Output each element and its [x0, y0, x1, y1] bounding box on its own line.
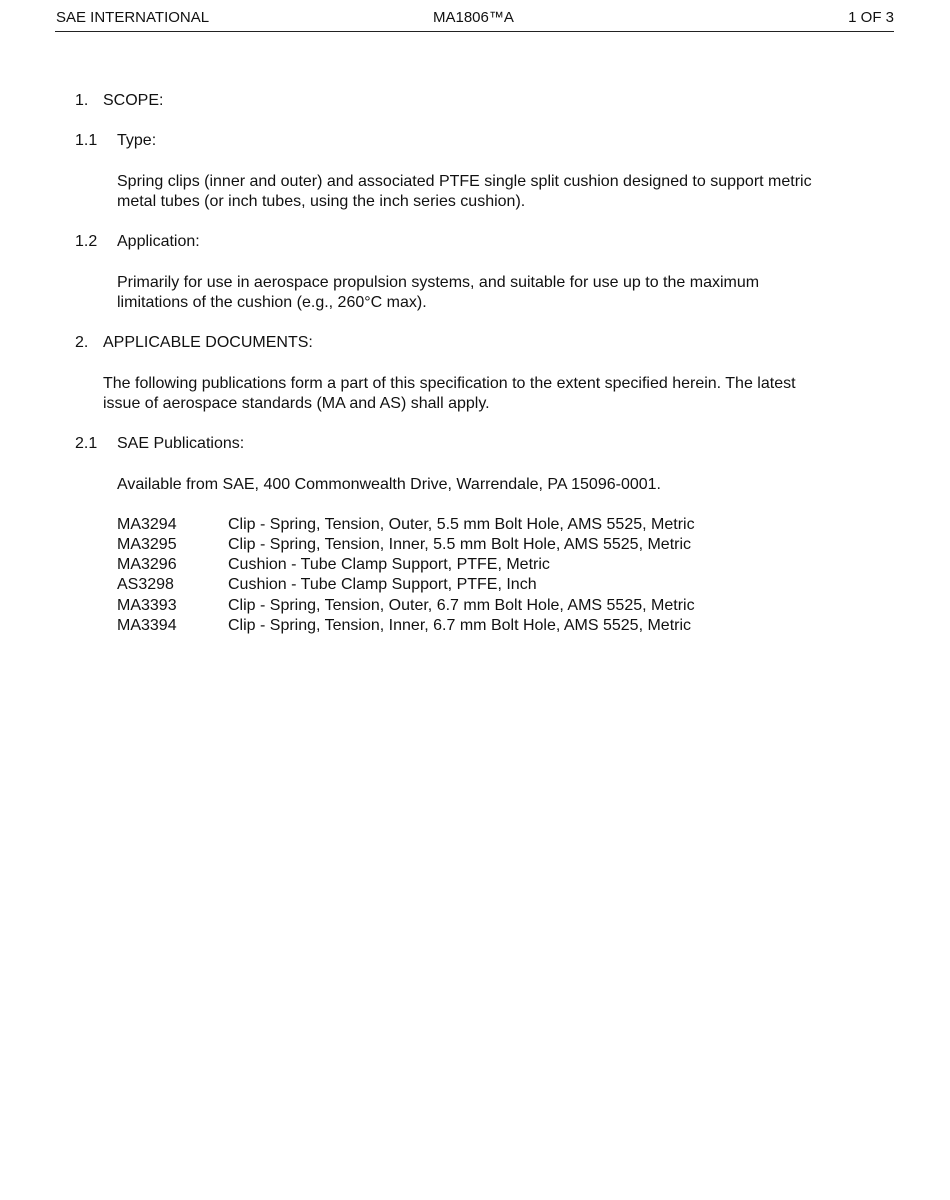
- reference-description: Cushion - Tube Clamp Support, PTFE, Metric: [228, 556, 550, 573]
- reference-description: Clip - Spring, Tension, Inner, 5.5 mm Bolt Hole, AMS 5525, Metric: [228, 536, 692, 553]
- reference-code: MA3295: [117, 536, 177, 553]
- section-1-2-title: Application:: [117, 233, 200, 250]
- section-2-text-line-1: The following publications form a part of this specification to the extent specified herein. The latest: [103, 375, 796, 392]
- header-document-number: MA1806™A: [433, 9, 514, 26]
- section-1-1-number: 1.1: [75, 132, 98, 149]
- section-2-1-text: Available from SAE, 400 Commonwealth Drive, Warrendale, PA 15096-0001.: [117, 476, 661, 493]
- reference-code: MA3394: [117, 617, 177, 634]
- section-1-2-number: 1.2: [75, 233, 98, 250]
- section-1-number: 1.: [75, 92, 89, 109]
- header-organization: SAE INTERNATIONAL: [56, 9, 210, 26]
- section-2-1-title: SAE Publications:: [117, 435, 245, 452]
- reference-description: Clip - Spring, Tension, Outer, 6.7 mm Bolt Hole, AMS 5525, Metric: [228, 597, 695, 614]
- reference-code: MA3296: [117, 556, 177, 573]
- section-1-2-text-line-1: Primarily for use in aerospace propulsion systems, and suitable for use up to the maximum: [117, 274, 760, 291]
- section-2-number: 2.: [75, 334, 89, 351]
- section-2-text-line-2: issue of aerospace standards (MA and AS) shall apply.: [103, 395, 490, 412]
- section-1-2-text-line-2: limitations of the cushion (e.g., 260°C max).: [117, 294, 427, 311]
- section-2-1-number: 2.1: [75, 435, 98, 452]
- section-1-1-title: Type:: [117, 132, 157, 149]
- reference-code: MA3393: [117, 597, 177, 614]
- page-header: [55, 9, 894, 32]
- reference-description: Cushion - Tube Clamp Support, PTFE, Inch: [228, 576, 537, 593]
- reference-code: AS3298: [117, 576, 174, 593]
- reference-description: Clip - Spring, Tension, Inner, 6.7 mm Bolt Hole, AMS 5525, Metric: [228, 617, 692, 634]
- section-1-title: SCOPE:: [103, 92, 164, 109]
- reference-description: Clip - Spring, Tension, Outer, 5.5 mm Bolt Hole, AMS 5525, Metric: [228, 516, 695, 533]
- section-2-title: APPLICABLE DOCUMENTS:: [103, 334, 313, 351]
- header-page-number: 1 OF 3: [848, 9, 894, 26]
- section-1-1-text-line-1: Spring clips (inner and outer) and associated PTFE single split cushion designed to support metric: [117, 173, 812, 190]
- reference-code: MA3294: [117, 516, 177, 533]
- section-1-1-text-line-2: metal tubes (or inch tubes, using the inch series cushion).: [117, 193, 526, 210]
